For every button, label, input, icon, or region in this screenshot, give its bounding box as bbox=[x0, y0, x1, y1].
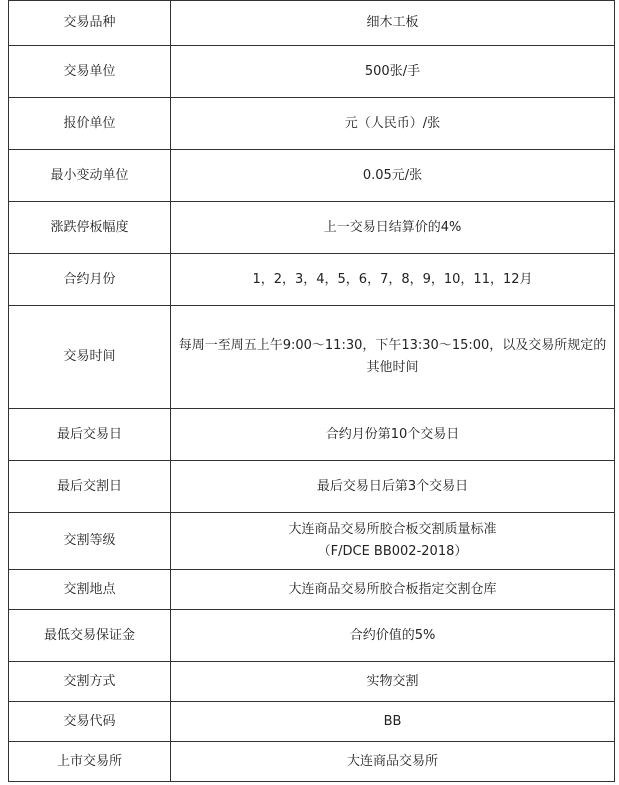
row-label: 合约月份 bbox=[9, 254, 171, 306]
table-row bbox=[9, 1, 615, 46]
row-value: 每周一至周五上午9:00～11:30，下午13:30～15:00，以及交易所规定的其他时间 bbox=[171, 306, 615, 409]
row-value: BB bbox=[171, 702, 615, 742]
row-label: 交割地点 bbox=[9, 570, 171, 610]
row-label: 最后交割日 bbox=[9, 461, 171, 513]
row-label: 上市交易所 bbox=[9, 742, 171, 782]
row-label: 最低交易保证金 bbox=[9, 610, 171, 662]
row-value: 大连商品交易所胶合板指定交割仓库 bbox=[171, 570, 615, 610]
row-label: 交割方式 bbox=[9, 662, 171, 702]
table-row bbox=[9, 409, 615, 461]
table-row bbox=[9, 742, 615, 782]
row-label: 交易单位 bbox=[9, 46, 171, 98]
row-label: 交割等级 bbox=[9, 513, 171, 570]
row-label: 报价单位 bbox=[9, 98, 171, 150]
row-label: 涨跌停板幅度 bbox=[9, 202, 171, 254]
row-label: 交易时间 bbox=[9, 306, 171, 409]
contract-spec-table bbox=[8, 0, 615, 782]
row-value: 合约价值的5% bbox=[171, 610, 615, 662]
row-value: 细木工板 bbox=[171, 1, 615, 46]
row-label: 交易代码 bbox=[9, 702, 171, 742]
row-value: 最后交易日后第3个交易日 bbox=[171, 461, 615, 513]
row-value: 实物交割 bbox=[171, 662, 615, 702]
row-value: 1，2，3，4，5，6，7，8，9，10，11，12月 bbox=[171, 254, 615, 306]
row-label: 最小变动单位 bbox=[9, 150, 171, 202]
table-row bbox=[9, 461, 615, 513]
delivery-standard-line: 大连商品交易所胶合板交割质量标准 bbox=[288, 522, 497, 537]
row-value: 上一交易日结算价的4% bbox=[171, 202, 615, 254]
table-row bbox=[9, 662, 615, 702]
table-row bbox=[9, 610, 615, 662]
table-row bbox=[9, 202, 615, 254]
table-row bbox=[9, 570, 615, 610]
row-value: 元（人民币）/张 bbox=[171, 98, 615, 150]
row-value-multiline bbox=[171, 513, 615, 570]
table-row bbox=[9, 46, 615, 98]
delivery-standard-code: （F/DCE BB002-2018） bbox=[317, 544, 468, 559]
table-row bbox=[9, 513, 615, 570]
table-row bbox=[9, 702, 615, 742]
row-value: 0.05元/张 bbox=[171, 150, 615, 202]
row-value: 500张/手 bbox=[171, 46, 615, 98]
row-value: 合约月份第10个交易日 bbox=[171, 409, 615, 461]
row-label: 交易品种 bbox=[9, 1, 171, 46]
table-row bbox=[9, 306, 615, 409]
row-value: 大连商品交易所 bbox=[171, 742, 615, 782]
row-label: 最后交易日 bbox=[9, 409, 171, 461]
table-row bbox=[9, 254, 615, 306]
table-row bbox=[9, 98, 615, 150]
table-row bbox=[9, 150, 615, 202]
